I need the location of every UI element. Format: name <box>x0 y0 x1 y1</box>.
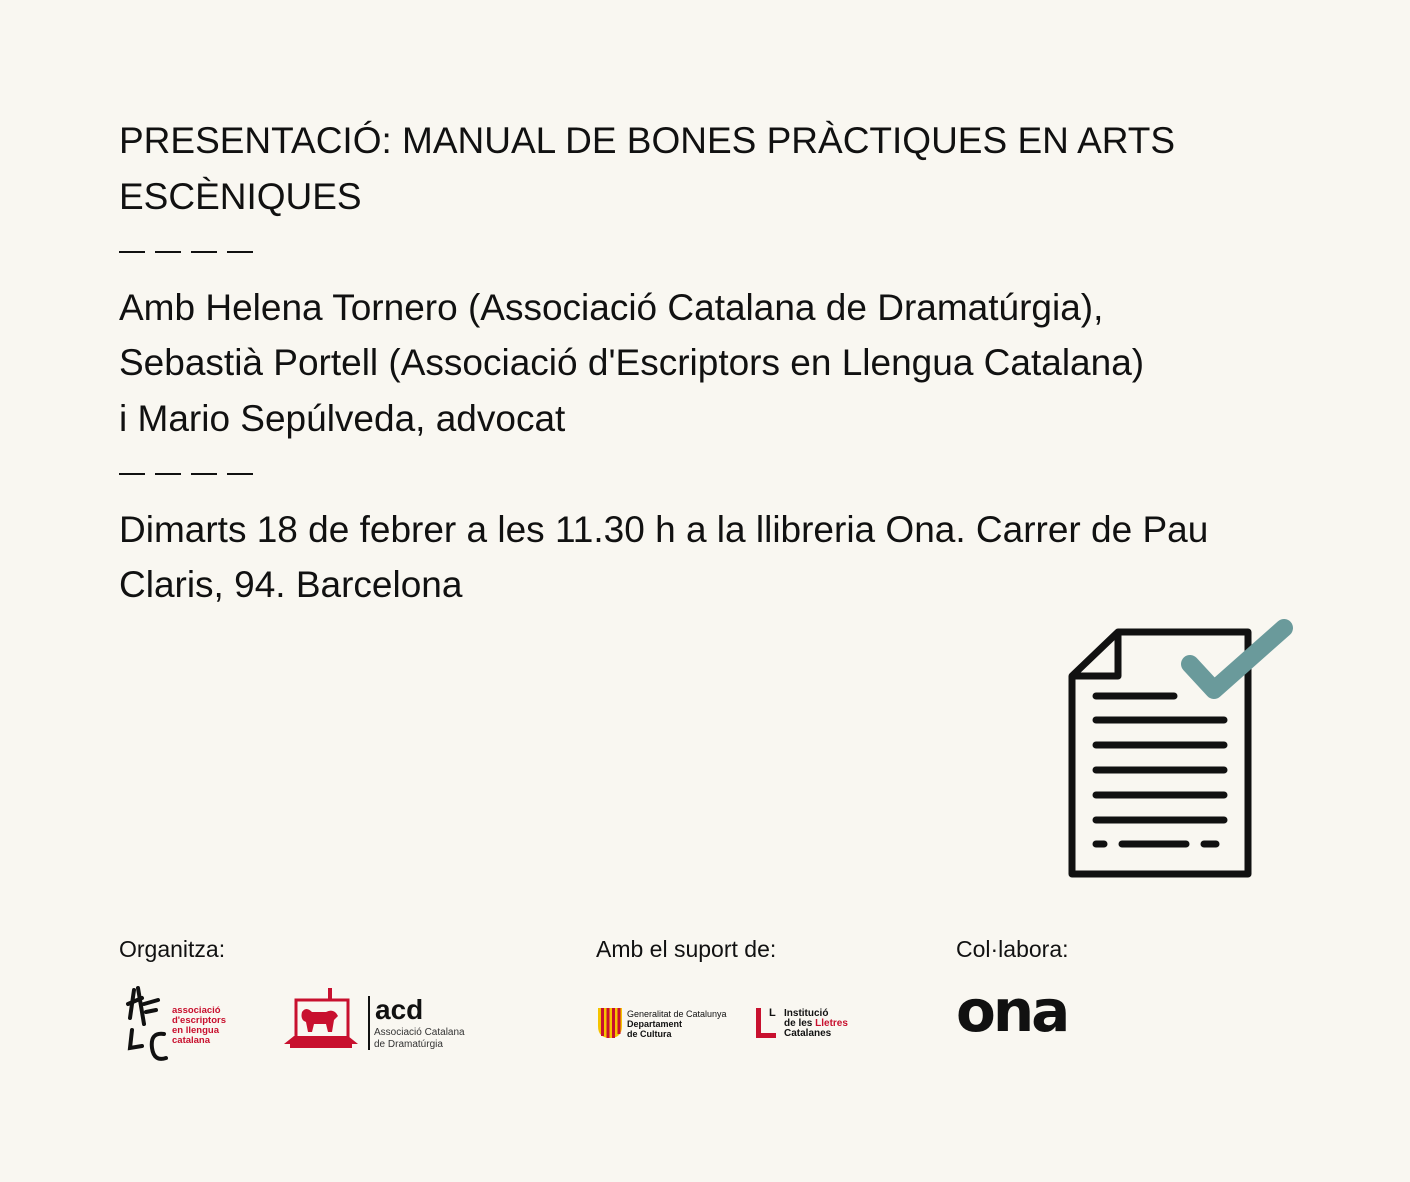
suport-label: Amb el suport de: <box>596 936 777 962</box>
generalitat-logo <box>598 1008 738 1040</box>
divider <box>119 224 1299 280</box>
event-info <box>119 113 1299 613</box>
generalitat-logo-line2: Departament de Cultura <box>627 1019 683 1039</box>
ill-logo-letter: L <box>769 1007 776 1019</box>
acd-logo-text: Associació Catalana de Dramatúrgia <box>374 1027 465 1050</box>
generalitat-logo-mark <box>598 1008 622 1038</box>
collabora-label: Col·labora: <box>956 936 1069 962</box>
generalitat-logo-line1: Generalitat de Catalunya <box>627 1009 727 1019</box>
acd-logo-divider <box>368 996 370 1050</box>
document-check-icon <box>1066 618 1296 882</box>
event-title: PRESENTACIÓ: MANUAL DE BONES PRÀCTIQUES EN ARTS ESCÈNIQUES <box>119 120 1176 217</box>
ill-logo-line2a: de les <box>784 1018 816 1029</box>
aelc-logo <box>124 984 244 1064</box>
event-speakers: Amb Helena Tornero (Associació Catalana de Dramatúrgia), Sebastià Portell (Associació d'Escriptors en Llengua Catalana) i Mario Sepúlveda, advocat <box>119 286 1145 439</box>
divider <box>119 446 1299 502</box>
ill-logo-line1: Institució <box>784 1008 829 1019</box>
ona-logo: ona <box>956 977 1068 1045</box>
acd-logo-abbr: acd <box>375 994 424 1025</box>
aelc-logo-text: associació d'escriptors en llengua catalana <box>172 1005 226 1046</box>
ill-logo-foot <box>756 1033 776 1038</box>
acd-logo-mark <box>284 986 358 1050</box>
ill-logo-line3: Catalanes <box>784 1028 832 1039</box>
aelc-logo-mark <box>124 984 172 1064</box>
event-details: Dimarts 18 de febrer a les 11.30 h a la llibreria Ona. Carrer de Pau Claris, 94. Barcelona <box>119 508 1209 605</box>
acd-logo <box>284 986 474 1052</box>
ill-logo <box>756 1008 866 1040</box>
organitza-label: Organitza: <box>119 936 226 962</box>
ill-logo-line2b: Lletres <box>815 1018 848 1029</box>
